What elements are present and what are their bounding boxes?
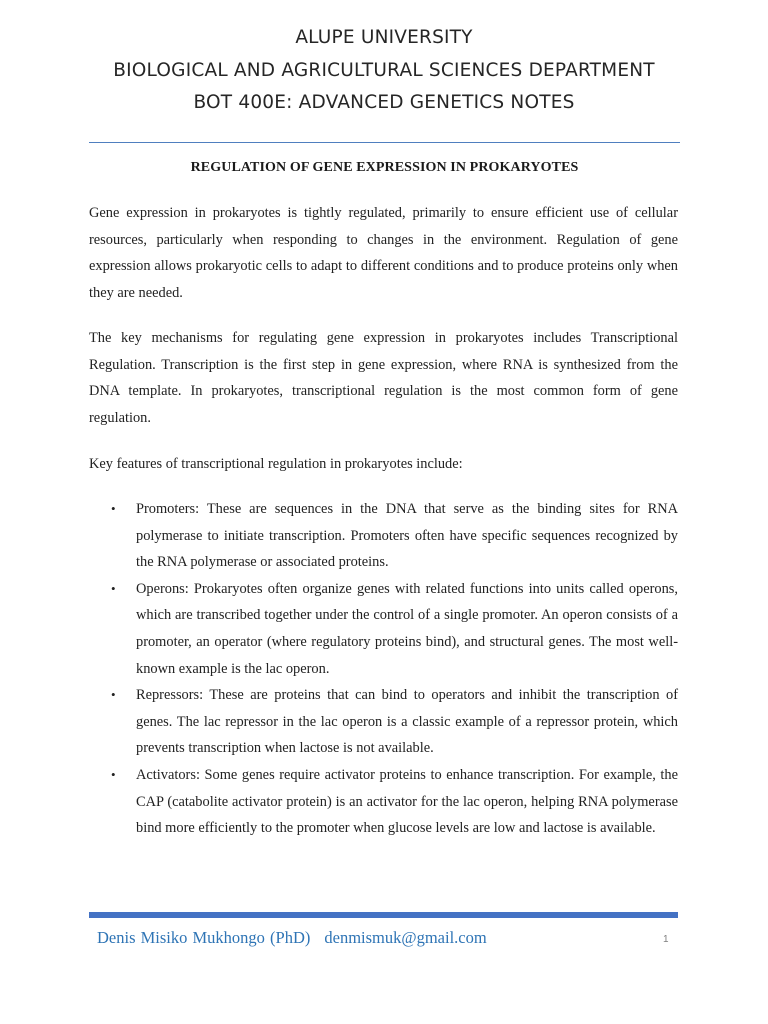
list-item-text: Activators: Some genes require activator proteins to enhance transcription. For example, the CAP (catabolite activator protein) is an activator for the lac operon, helping RNA polymerase bind more efficiently to the promoter when glucose levels are low and lactose is available. xyxy=(136,766,678,837)
paragraph-key-features: Key features of transcriptional regulation in prokaryotes include: xyxy=(89,456,463,472)
key-features-list xyxy=(89,496,678,842)
list-item-text: Promoters: These are sequences in the DNA that serve as the binding sites for RNA polymerase to initiate transcription. Promoters often have specific sequences recognized by the RNA polymerase or associated proteins. xyxy=(136,501,678,571)
list-item-operons xyxy=(89,576,678,682)
bullet-icon: • xyxy=(111,687,116,703)
list-item-promoters xyxy=(89,496,678,576)
list-item-activators xyxy=(89,762,678,842)
department-name: BIOLOGICAL AND AGRICULTURAL SCIENCES DEPARTMENT xyxy=(113,59,655,81)
footer-divider xyxy=(89,912,678,918)
author-name: Denis Misiko Mukhongo (PhD) xyxy=(97,928,311,947)
footer xyxy=(97,928,487,948)
course-title: BOT 400E: ADVANCED GENETICS NOTES xyxy=(193,92,575,113)
university-name: ALUPE UNIVERSITY xyxy=(295,27,473,48)
bullet-icon: • xyxy=(111,580,116,596)
document-header xyxy=(0,22,768,120)
list-item-repressors xyxy=(89,682,678,762)
author-email: denmismuk@gmail.com xyxy=(324,928,487,947)
page-number: 1 xyxy=(663,934,669,945)
section-title: REGULATION OF GENE EXPRESSION IN PROKARYOTES xyxy=(190,160,579,175)
list-item-text: Repressors: These are proteins that can bind to operators and inhibit the transcription of genes. The lac repressor in the lac operon is a classic example of a repressor protein, which prevents transcription when lactose is not available. xyxy=(136,687,678,757)
header-divider xyxy=(89,142,680,143)
bullet-icon: • xyxy=(111,501,116,516)
bullet-icon: • xyxy=(111,766,116,782)
paragraph-intro: Gene expression in prokaryotes is tightly regulated, primarily to ensure efficient use of cellular resources, particularly when responding to changes in the environment. Regulation of gene expression allows prokaryotic cells to adapt to different conditions and to produce proteins only when they are needed. xyxy=(89,205,678,301)
list-item-text: Operons: Prokaryotes often organize genes with related functions into units called operons, which are transcribed together under the control of a single promoter. An operon consists of a promoter, an operator (where regulatory proteins bind), and structural genes. The most well-known example is the lac operon. xyxy=(136,580,678,677)
paragraph-mechanisms: The key mechanisms for regulating gene expression in prokaryotes includes Transcriptional Regulation. Transcription is the first step in gene expression, where RNA is synthesized from the DNA template. In prokaryotes, transcriptional regulation is the most common form of gene regulation. xyxy=(89,330,678,426)
